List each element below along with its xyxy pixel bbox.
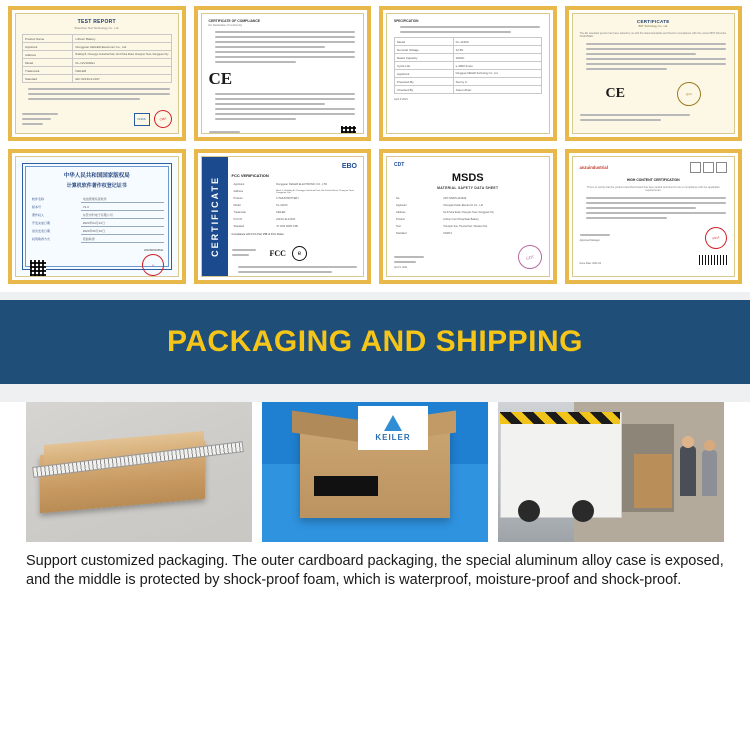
cert-6-r6-k: Standard xyxy=(233,225,245,228)
cert-6-brand: EBO xyxy=(341,163,357,170)
cert-1-r2-k: Address xyxy=(23,51,73,59)
cert-7-r2-k: Address xyxy=(396,211,406,214)
certificate-card-un383 xyxy=(565,149,743,284)
cert-1-r3-v: KL-12V100AH xyxy=(73,59,171,67)
cert-6-vertical-label xyxy=(202,157,228,276)
banner-title: PACKAGING AND SHIPPING xyxy=(166,325,584,358)
cert-4-ce-mark: CE xyxy=(605,85,625,101)
certificate-card-msds xyxy=(379,149,557,284)
cert-6-r0-v: Dongguan KEILER ELECTRONIC CO., LTD xyxy=(276,183,327,186)
cert-6-fcc-mark: FCC xyxy=(269,249,286,258)
cert-7-stamp: CDT xyxy=(515,243,543,271)
cert-7-r4-k: Test xyxy=(396,225,401,228)
cert-5-r0-v: 电池管理系统软件 xyxy=(81,195,164,203)
cert-1-r1-k: Applicant xyxy=(23,43,73,51)
cert-6-r1-k: Address xyxy=(233,190,244,193)
cert-3-r4-k: Applicant xyxy=(395,70,454,78)
cert-5-subheader: 计算机软件著作权登记证书 xyxy=(66,184,127,189)
cert-1-r4-k: Trademark xyxy=(23,67,73,75)
cert-1-r0-v: Lithium Battery xyxy=(73,35,171,43)
cert-7-r5-v: UN38.3 xyxy=(443,232,452,235)
cert-3-r5-v: Sunny Li xyxy=(453,78,541,86)
photo-box-with-ruler xyxy=(26,402,252,542)
cert-8-brand: anzuindustrial xyxy=(579,165,608,170)
cert-7-r1-k: Applicant xyxy=(396,204,407,207)
cert-6-r1-v: Block 1, Building B, Chuangye Industrial Park, No.6 Heha Road, Chang'an Town, Dongguan City xyxy=(276,189,355,194)
cert-5-qr-code xyxy=(30,260,46,276)
cert-2-ce-mark: CE xyxy=(208,69,233,88)
cert-7-table xyxy=(394,195,542,237)
cert-8-date: Issue Date: 2021-04 xyxy=(579,261,602,265)
cert-3-r6-k: Checked By xyxy=(395,86,454,94)
cert-5-header: 中华人民共和国国家版权局 xyxy=(63,173,130,179)
certificate-card-bst-ce xyxy=(565,6,743,141)
cert-2-subheader: EC Declaration of Conformity xyxy=(208,24,243,27)
cert-4-subheader: BST Technology Co., Ltd. xyxy=(638,25,668,28)
cert-6-r4-v: KEILER xyxy=(276,211,286,214)
cert-8-signature-label: Approved Manager xyxy=(579,238,600,242)
cert-3-r0-k: Model xyxy=(395,38,454,46)
cert-3-r6-v: Jason Zhan xyxy=(453,86,541,94)
cert-1-r5-v: IEC 62133-2:2017 xyxy=(73,75,171,83)
cert-3-r3-k: Cycle Life xyxy=(395,62,454,70)
cert-7-r4-v: Transport Test, Thermal Test, Vibration Test xyxy=(443,225,488,228)
cert-5-r4-k: 首次发表日期 xyxy=(32,228,51,233)
cert-2-qr-code xyxy=(341,126,356,134)
cert-6-r2-k: Product xyxy=(233,197,243,200)
cert-1-r1-v: Dongguan KEILER Electronic Co., Ltd. xyxy=(73,43,171,51)
cert-6-e-mark: e xyxy=(292,246,307,261)
cert-3-header: SPECIFICATION xyxy=(394,19,419,23)
certificate-card-test-report xyxy=(8,6,186,141)
cert-6-r4-k: Trademark xyxy=(233,211,246,214)
cert-6-r3-v: KL-12100 xyxy=(276,204,288,207)
packaging-shipping-banner xyxy=(0,300,750,384)
cert-5-r3-k: 开发完成日期 xyxy=(32,220,51,225)
certificate-card-ce xyxy=(194,6,372,141)
cert-4-note: The EU standard person has been tested by us with the listed standards and found in compliance with the current BST Directive 2014/35/EU. xyxy=(579,32,727,39)
cert-5-r5-k: 权利取得方式 xyxy=(32,236,51,241)
cert-6-header: FCC VERIFICATION xyxy=(231,173,269,178)
cert-8-stamp: PICA xyxy=(703,225,729,251)
cert-3-r2-k: Rated Capacity xyxy=(395,54,454,62)
packaging-section xyxy=(0,402,750,542)
cert-3-r1-k: Nominal Voltage xyxy=(395,46,454,54)
cert-1-header: TEST REPORT xyxy=(77,19,116,25)
photo-truck-loading xyxy=(498,402,724,542)
cert-3-r5-k: Prepared By xyxy=(395,78,454,86)
cert-3-r2-v: 100Ah xyxy=(453,54,541,62)
packaging-photo-row xyxy=(26,402,724,542)
packaging-caption: Support customized packaging. The outer cardboard packaging, the special aluminum alloy case is exposed, and the middle is protected by shock-proof foam, which is waterproof, moisture-proof and shock-proof. xyxy=(26,553,724,588)
certificate-grid xyxy=(0,0,750,292)
cert-5-r5-v: 原始取得 xyxy=(81,235,164,243)
cert-7-brand: CDT xyxy=(394,162,405,168)
cert-2-header: CERTIFICATE OF COMPLIANCE xyxy=(208,19,261,23)
cert-5-r2-v: 东莞市科电子有限公司 xyxy=(81,211,164,219)
cert-5-r1-k: 版本号 xyxy=(32,204,42,209)
cert-1-r3-k: Model xyxy=(23,59,73,67)
cert-6-r0-k: Applicant xyxy=(233,183,245,186)
cert-3-r1-v: 12.8V xyxy=(453,46,541,54)
cert-1-r5-k: Standard xyxy=(23,75,73,83)
cert-1-subheader: Shenzhen Test Technology Co., Ltd. xyxy=(74,26,120,30)
cert-7-subheader: MATERIAL SAFETY DATA SHEET xyxy=(437,186,499,190)
cert-5-r1-v: V1.0 xyxy=(81,203,164,211)
cert-6-r5-v: 2AFJK-KL12100 xyxy=(276,218,296,221)
keiler-logo-icon xyxy=(384,415,402,431)
cert-5-r4-v: 2020年05月10日 xyxy=(81,227,164,235)
cert-3-r0-v: KL-12100 xyxy=(453,38,541,46)
cert-7-r0-k: No. xyxy=(396,197,401,200)
cert-7-r2-v: No.6 Heha Road, Chang'an Town, Dongguan City xyxy=(443,211,494,214)
cert-1-r4-v: KEILER xyxy=(73,67,171,75)
cert-6-statement: Compliance with FCC Part 15B of FCC Rules xyxy=(231,233,284,236)
cert-7-r1-v: Chengdu Keller Electronic Co., Ltd xyxy=(443,204,483,207)
cert-8-note: This is to certify that the product described below has been tested and found to be in compliance with the applicable requirements. xyxy=(586,186,720,193)
cert-6-table xyxy=(232,181,358,230)
cert-5-reg-no: 2020SR0435621 xyxy=(144,249,164,252)
cert-1-r0-k: Product Name xyxy=(23,35,73,43)
cert-7-r5-k: Standard xyxy=(396,232,407,235)
cert-3-issue-date: April 9 2021 xyxy=(394,98,408,101)
cert-3-r3-v: ≥ 4000 times xyxy=(453,62,541,70)
cert-4-header: CERTIFICATE xyxy=(636,19,670,24)
cert-1-stamp: CMA xyxy=(152,108,173,129)
cert-5-stamp: ★ xyxy=(139,252,165,277)
cert-8-barcode xyxy=(699,255,727,265)
cert-5-table xyxy=(30,195,164,243)
cert-7-r3-k: Product xyxy=(396,218,405,221)
keiler-logo xyxy=(358,406,428,450)
cert-4-stamp: SEAL xyxy=(675,80,703,108)
cert-6-r5-k: FCC ID xyxy=(233,218,243,221)
cert-6-r2-v: LITHIUM BATTERY xyxy=(276,197,299,200)
cert-3-table xyxy=(394,37,542,94)
cert-7-issue-date: April 9, 2021 xyxy=(394,266,408,269)
certificate-card-fcc-verification xyxy=(194,149,372,284)
cert-7-header: MSDS xyxy=(451,172,484,184)
cert-1-table xyxy=(22,34,172,83)
carton-shipping-label xyxy=(314,476,378,496)
cert-5-r0-k: 软件名称 xyxy=(32,196,45,201)
cert-8-header: HIGH CONTENT CERTIFICATION xyxy=(626,178,680,182)
cert-5-r3-v: 2020年04月21日 xyxy=(81,219,164,227)
cert-1-r2-v: Building B, Chuangye Industrial Park, No.6 Heha Road, Chang'an Town, Dongguan City xyxy=(73,51,171,59)
certificate-card-specification xyxy=(379,6,557,141)
banner-bottom-spacer xyxy=(0,384,750,402)
cert-3-r4-v: Dongguan KEILER Technology Co., Ltd. xyxy=(453,70,541,78)
certificate-card-software-copyright xyxy=(8,149,186,284)
banner-top-spacer xyxy=(0,292,750,300)
cert-6-r6-v: 47 CFR PART 15B xyxy=(276,225,298,228)
cert-7-r0-v: CDT-MSDS-210409 xyxy=(443,197,467,200)
cert-5-r2-k: 著作权人 xyxy=(32,212,45,217)
cert-6-vertical-label-text: CERTIFICATE xyxy=(209,176,220,257)
cert-6-r3-k: Model xyxy=(233,204,241,207)
cert-7-r3-v: Lithium Iron Phosphate Battery xyxy=(443,218,479,221)
photo-open-carton-keiler xyxy=(262,402,488,542)
cert-1-mark-cnas: CNAS xyxy=(134,113,150,126)
keiler-logo-text: KEILER xyxy=(375,432,411,442)
